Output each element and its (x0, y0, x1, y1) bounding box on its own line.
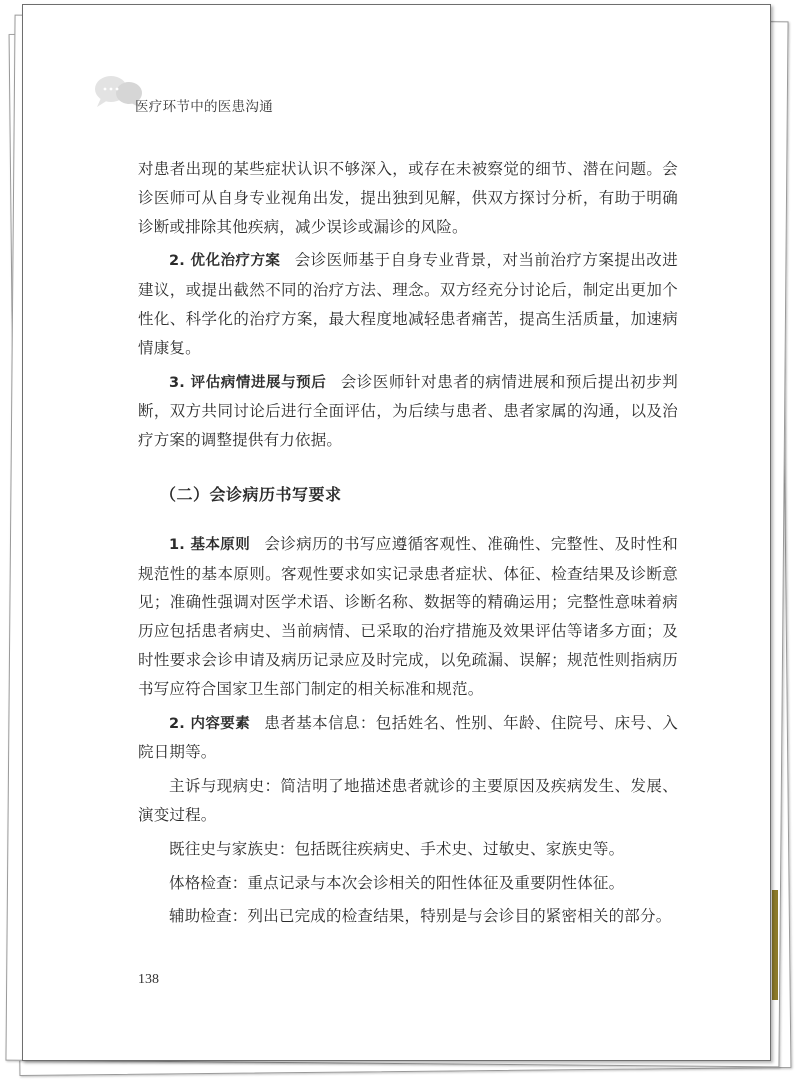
item-lead: 2. 优化治疗方案 (169, 253, 281, 270)
paragraph: 体格检查：重点记录与本次会诊相关的阳性体征及重要阴性体征。 (169, 873, 625, 892)
page-number: 138 (138, 972, 159, 987)
item-lead: 1. 基本原则 (169, 536, 251, 553)
paragraph: 既往史与家族史：包括既往疾病史、手术史、过敏史、家族史等。 (169, 839, 625, 858)
item-text: 会诊医师针对患者的病情进展和预后提出初步判断，双方共同讨论后进行全面评估，为后续与患者、患者家属的沟通，以及治疗方案的调整提供有力依据。 (138, 372, 679, 450)
item-lead: 2. 内容要素 (169, 715, 251, 732)
gold-page-edge (772, 890, 778, 1000)
paragraph: 主诉与现病史：简洁明了地描述患者就诊的主要原因及疾病发生、发展、演变过程。 (138, 777, 678, 824)
item-text: 患者基本信息：包括姓名、性别、年龄、住院号、床号、入院日期等。 (138, 713, 679, 762)
numbered-item (138, 530, 678, 704)
item-text: 会诊病历的书写应遵循客观性、准确性、完整性、及时性和规范性的基本原则。客观性要求如实记录患者症状、体征、检查结果及诊断意见；准确性强调对医学术语、诊断名称、数据等的精确运用；完整性意味着病历应包括患者病史、当前病情、已采取的治疗措施及效果评估等诸多方面；及时性要求会诊申请及病历记录应及时完成，以免疏漏、误解；规范性则指病历书写应符合国家卫生部门制定的相关标准和规范。 (138, 534, 679, 698)
paragraph: 对患者出现的某些症状认识不够深入，或存在未被察觉的细节、潜在问题。会诊医师可从自身专业视角出发，提出独到见解，供双方探讨分析，有助于明确诊断或排除其他疾病，减少误诊或漏诊的风险。 (138, 160, 678, 236)
section-heading: （二）会诊病历书写要求 (160, 484, 342, 504)
item-lead: 3. 评估病情进展与预后 (169, 374, 327, 391)
numbered-item (138, 246, 678, 362)
paragraph: 辅助检查：列出已完成的检查结果，特别是与会诊目的紧密相关的部分。 (169, 907, 672, 926)
numbered-item (138, 368, 678, 455)
item-text: 会诊医师基于自身专业背景，对当前治疗方案提出改进建议，或提出截然不同的治疗方法、理念。双方经充分讨论后，制定出更加个性化、科学化的治疗方案，最大程度地减轻患者痛苦，提高生活质量，加速病情康复。 (138, 251, 678, 357)
book-page (22, 4, 771, 1061)
running-head: 医疗环节中的医患沟通 (135, 99, 273, 115)
numbered-item (138, 709, 678, 768)
body-text (138, 155, 678, 936)
